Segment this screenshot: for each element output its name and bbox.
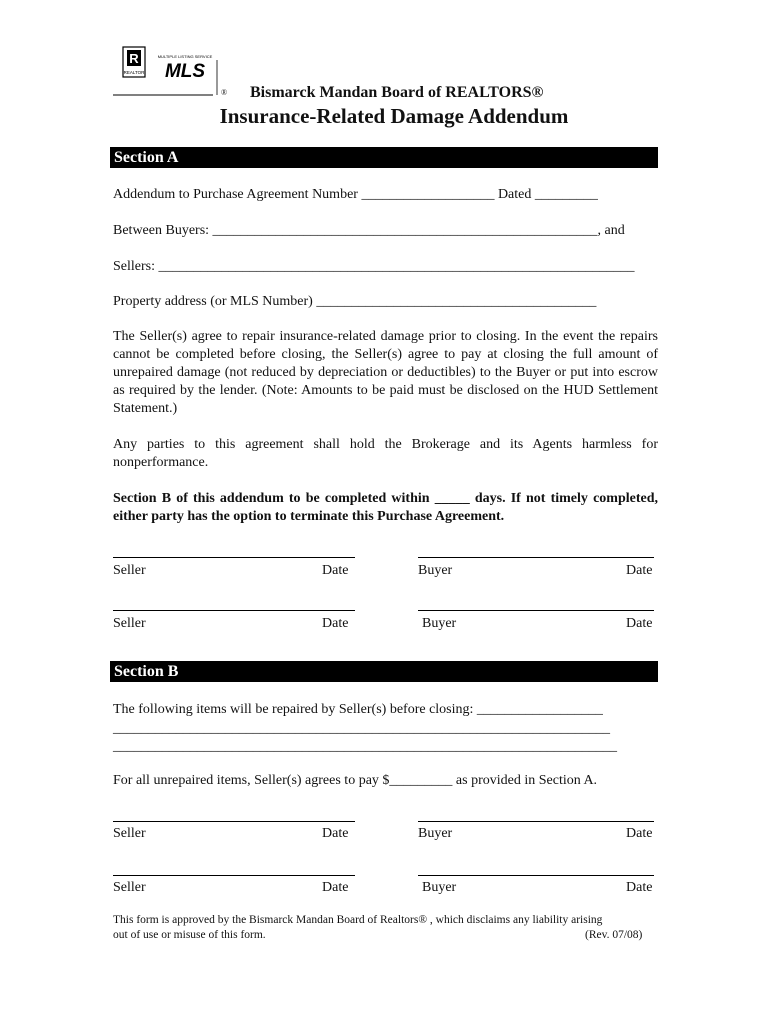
buyer-signature-line[interactable] xyxy=(418,557,654,558)
date-label: Date xyxy=(626,563,653,578)
repair-items-line[interactable]: ________________________________________________________________________ xyxy=(113,739,617,754)
buyer-signature-line[interactable] xyxy=(418,821,654,822)
section-b-deadline-paragraph: Section B of this addendum to be completed within _____ days. If not timely completed, either party has the option to terminate this Purchase Agreement. xyxy=(113,491,658,524)
logo-realtor-text: REALTOR xyxy=(123,70,145,75)
footer-disclaimer-line2: out of use or misuse of this form. xyxy=(113,929,266,941)
buyer-label: Buyer xyxy=(422,616,457,631)
property-address-field[interactable]: Property address (or MLS Number) ________________________________________ xyxy=(113,294,597,309)
date-label: Date xyxy=(322,563,349,578)
buyer-signature-line[interactable] xyxy=(418,610,654,611)
mls-logo xyxy=(113,46,223,96)
buyer-signature-line[interactable] xyxy=(418,875,654,876)
footer-disclaimer-line1: This form is approved by the Bismarck Mandan Board of Realtors® , which disclaims any liability arising xyxy=(113,914,603,926)
logo-r-letter: R xyxy=(129,51,139,66)
section-b-heading: Section B xyxy=(110,661,658,682)
date-label: Date xyxy=(626,826,653,841)
repair-items-field[interactable]: The following items will be repaired by Seller(s) before closing: __________________ xyxy=(113,702,603,717)
date-label: Date xyxy=(322,880,349,895)
seller-label: Seller xyxy=(113,563,146,578)
repair-terms-paragraph: The Seller(s) agree to repair insurance-related damage prior to closing. In the event the repairs cannot be completed before closing, the Seller(s) agree to pay at closing the full amount of unrepaired damage (not reduced by depreciation or deductibles) to the Buyer or put into escrow as required by the lender. (Note: Amounts to be paid must be disclosed on the HUD Settlement Statement.) xyxy=(113,329,658,416)
seller-label: Seller xyxy=(113,880,146,895)
logo-mls-text: MLS xyxy=(164,61,206,82)
date-label: Date xyxy=(322,616,349,631)
seller-label: Seller xyxy=(113,616,146,631)
seller-label: Seller xyxy=(113,826,146,841)
revision-date: (Rev. 07/08) xyxy=(585,929,643,941)
document-title: Insurance-Related Damage Addendum xyxy=(219,104,569,128)
logo-mls-caption: MULTIPLE LISTING SERVICE xyxy=(157,54,213,59)
harmless-paragraph: Any parties to this agreement shall hold the Brokerage and its Agents harmless for nonperformance. xyxy=(113,437,658,470)
buyer-label: Buyer xyxy=(418,826,453,841)
date-label: Date xyxy=(626,880,653,895)
addendum-number-field[interactable]: Addendum to Purchase Agreement Number ___________________ Dated _________ xyxy=(113,187,598,202)
seller-signature-line[interactable] xyxy=(113,610,355,611)
seller-signature-line[interactable] xyxy=(113,875,355,876)
organization-name: Bismarck Mandan Board of REALTORS® xyxy=(250,84,544,101)
buyer-label: Buyer xyxy=(422,880,457,895)
buyer-label: Buyer xyxy=(418,563,453,578)
sellers-field[interactable]: Sellers: ____________________________________________________________________ xyxy=(113,259,635,274)
date-label: Date xyxy=(626,616,653,631)
repair-items-line[interactable]: _______________________________________________________________________ xyxy=(113,721,610,736)
buyers-field[interactable]: Between Buyers: _______________________________________________________, and xyxy=(113,223,625,238)
date-label: Date xyxy=(322,826,349,841)
seller-signature-line[interactable] xyxy=(113,821,355,822)
seller-signature-line[interactable] xyxy=(113,557,355,558)
registered-mark: ® xyxy=(221,88,228,97)
unrepaired-payment-field[interactable]: For all unrepaired items, Seller(s) agrees to pay $_________ as provided in Section A. xyxy=(113,773,598,788)
section-a-heading: Section A xyxy=(110,147,658,168)
